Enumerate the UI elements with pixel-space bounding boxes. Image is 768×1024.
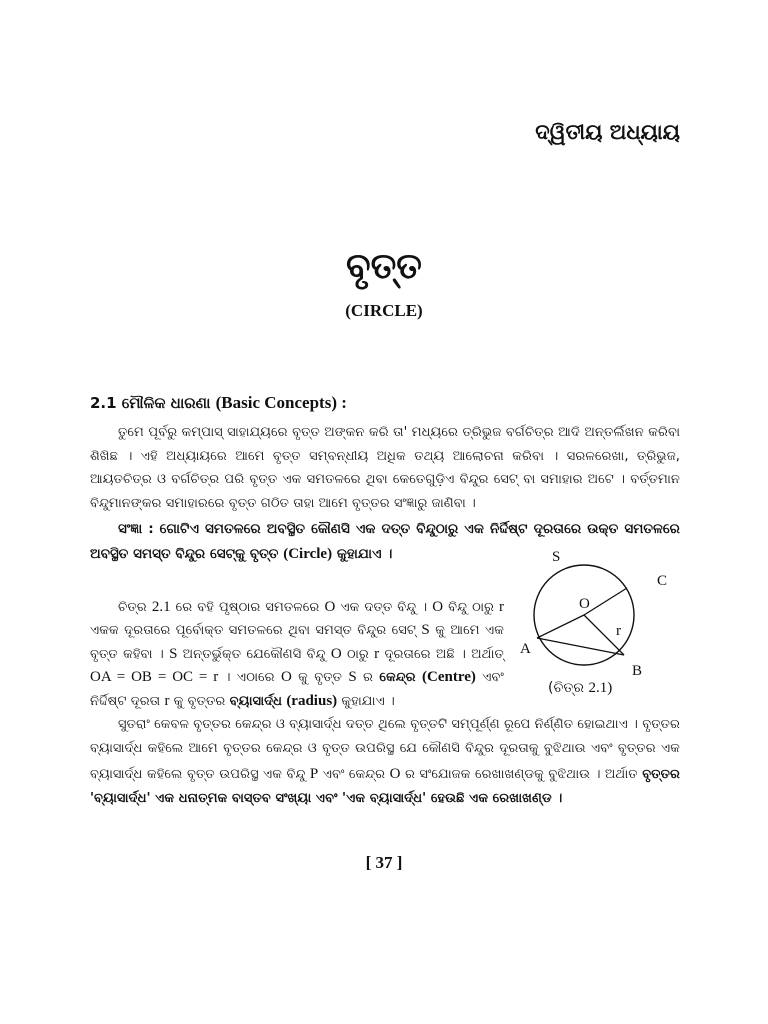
label-r: r [616, 623, 621, 639]
text-run: କୁ ଆମେ ଏକ ବୃତ୍ତ କହିବା । [90, 623, 505, 662]
chapter-label: ଦ୍ୱିତୀୟ ଅଧ୍ୟାୟ [535, 120, 680, 144]
radius-paragraph [90, 713, 680, 812]
radius-equation: OA = OB = OC = r [90, 669, 219, 686]
section-heading [90, 393, 347, 413]
term-centre: କେନ୍ଦ୍ର [379, 670, 416, 686]
intro-paragraph: ତୁମେ ପୂର୍ବରୁ କମ୍ପାସ୍ ସାହାଯ୍ୟରେ ବୃତ୍ତ ଅଙ୍କନ କରି ତା' ମଧ୍ୟରେ ତ୍ରିଭୁଜ ବର୍ଗଚିତ୍ର ଆଦି ଅନ୍ତର୍ଲିଖନ କରିବା ଶିଖିଛ । ଏହି ଅଧ୍ୟାୟରେ ଆମେ ବୃତ୍ତ ସମ୍ବନ୍ଧୀୟ ଅଧିକ ତଥ୍ୟ ଆଲୋଚନା କରିବା । ସରଳରେଖା, ତ୍ରିଭୁଜ, ଆୟତଚିତ୍ର ଓ ବର୍ଗଚିତ୍ର ପରି ବୃତ୍ତ ଏକ ସମତଳରେ ଥିବା କେତେଗୁଡ଼ିଏ ବିନ୍ଦୁର ସେଟ୍ ବା ସମାହାର ଅଟେ । ବର୍ତ୍ତମାନ ବିନ୍ଦୁମାନଙ୍କର ସମାହାରରେ ବୃତ୍ତ ଗଠିତ ତାହା ଆମେ ବୃତ୍ତର ସଂଜ୍ଞାରୁ ଜାଣିବା । [90, 425, 680, 511]
label-b: B [632, 663, 643, 679]
label-s: S [552, 549, 561, 565]
radius-summary-bold: ବୃତ୍ତର 'ବ୍ୟାସାର୍ଦ୍ଧ' ଏକ ଧନାତ୍ମକ ବାସ୍ତବ ସଂଖ୍ୟା ଏବଂ 'ଏକ ବ୍ୟାସାର୍ଦ୍ଧ' ହେଉଛି ଏକ ରେଖାଖଣ୍ଡ । [90, 766, 680, 807]
text-run: ସୁତରାଂ କେବଳ ବୃତ୍ତର କେନ୍ଦ୍ର ଓ ବ୍ୟାସାର୍ଦ୍ଧ ଦତ୍ତ ଥିଲେ ବୃତ୍ତଟି ସମ୍ପୂର୍ଣ୍ଣ ରୂପେ ନିର୍ଣ୍ଣିତ ହୋଇଥାଏ । ବୃତ୍ତର ବ୍ୟାସାର୍ଦ୍ଧ କହିଲେ ଆମେ ବୃତ୍ତର କେନ୍ଦ୍ର ଓ ବୃତ୍ତ ଉପରିସ୍ଥ ଯେ କୌଣସି ବିନ୍ଦୁର ଦୂରତାକୁ ବୁଝିଥାଉ ଏବଂ ବୃତ୍ତର ଏକ ବ୍ୟାସାର୍ଦ୍ଧ କହିଲେ ବୃତ୍ତ ଉପରିସ୍ଥ ଏକ ବିନ୍ଦୁ [90, 717, 680, 782]
text-run: । ଏଠାରେ [224, 670, 275, 686]
text-run: ଏକକ ଦୂରତାରେ ପୂର୍ବୋକ୍ତ ସମତଳରେ ଥିବା ସମସ୍ତ ବିନ୍ଦୁର ସେଟ୍ [90, 623, 416, 639]
chapter-subtitle: (CIRCLE) [345, 301, 423, 320]
section-number-odia: 2.1 ମୌଳିକ ଧାରଣା [90, 394, 211, 412]
text-run: ରେ ବହି ପୃଷ୍ଠାର ସମତଳରେ [175, 600, 320, 615]
symbol-r: r [164, 692, 170, 709]
caption-text: (ଚିତ୍ର [548, 680, 585, 696]
text-run: ବିନ୍ଦୁ ଠାରୁ [448, 600, 494, 615]
text-run: କୁ ବୃତ୍ତର [173, 693, 226, 709]
term-radius: ବ୍ୟାସାର୍ଦ୍ଧ [229, 693, 283, 709]
text-run: କୁହାଯାଏ । [341, 693, 395, 709]
text-run: ର ସଂଯୋଜକ ରେଖାଖଣ୍ଡକୁ ବୁଝିଥାଉ । ଅର୍ଥାତ [404, 766, 638, 782]
text-run: ଅନ୍ତର୍ଭୁକ୍ତ ଯେକୌଣସି ବିନ୍ଦୁ [182, 646, 326, 662]
text-run: ଚିତ୍ର [118, 600, 147, 615]
page-number: [ 37 ] [365, 853, 403, 872]
symbol-r: r [374, 645, 380, 662]
label-o: O [579, 596, 590, 612]
symbol-o: O [432, 599, 444, 615]
segment-oc [584, 588, 627, 615]
caption-number: 2.1) [588, 680, 613, 696]
text-run: କୁ ବୃତ୍ତ [298, 670, 343, 686]
definition-end: କୁହାଯାଏ । [336, 546, 393, 562]
symbol-s: S [169, 645, 178, 662]
definition-english-term: (Circle) [283, 546, 333, 562]
term-centre-english: (Centre) [422, 669, 476, 686]
section-english: (Basic Concepts) : [215, 393, 347, 412]
label-c: C [657, 573, 668, 589]
symbol-p: P [309, 765, 319, 782]
text-run: ଏକ ଦତ୍ତ ବିନ୍ଦୁ । [340, 600, 428, 615]
label-a: A [520, 641, 531, 657]
term-radius-english: (radius) [286, 692, 338, 709]
figure-explanation-paragraph [90, 596, 504, 713]
definition-text: ସଂଜ୍ଞା : ଗୋଟିଏ ସମତଳରେ ଅବସ୍ଥିତ କୌଣସି ଏକ ଦତ୍ତ ବିନ୍ଦୁଠାରୁ ଏକ ନିର୍ଦ୍ଦିଷ୍ଟ ଦୂରତାରେ ଉକ୍ତ ସମତଳରେ ଅବସ୍ଥିତ ସମସ୍ତ ବିନ୍ଦୁର ସେଟ୍‌କୁ ବୃତ୍ତ [90, 521, 680, 562]
figure-ref: 2.1 [151, 599, 171, 615]
text-run: ଠାରୁ [347, 646, 369, 662]
text-run: ଦୂରତାରେ ଅଛି । ଅର୍ଥାତ୍ [384, 646, 504, 662]
text-run: ଏବଂ ନିର୍ଦ୍ଦିଷ୍ଟ ଦୂରତା [90, 670, 504, 709]
symbol-o: O [330, 645, 342, 662]
symbol-s: S [421, 622, 430, 639]
symbol-o: O [324, 599, 336, 615]
chapter-title: ବୃତ୍ତ [346, 246, 422, 287]
figure-caption [548, 680, 612, 697]
symbol-s: S [348, 669, 357, 686]
symbol-o: O [280, 669, 292, 686]
text-run: ଏବଂ କେନ୍ଦ୍ର [322, 766, 386, 782]
text-run: ର [363, 670, 374, 686]
symbol-r: r [499, 599, 504, 615]
segment-oa [537, 615, 584, 638]
symbol-o: O [389, 765, 401, 782]
